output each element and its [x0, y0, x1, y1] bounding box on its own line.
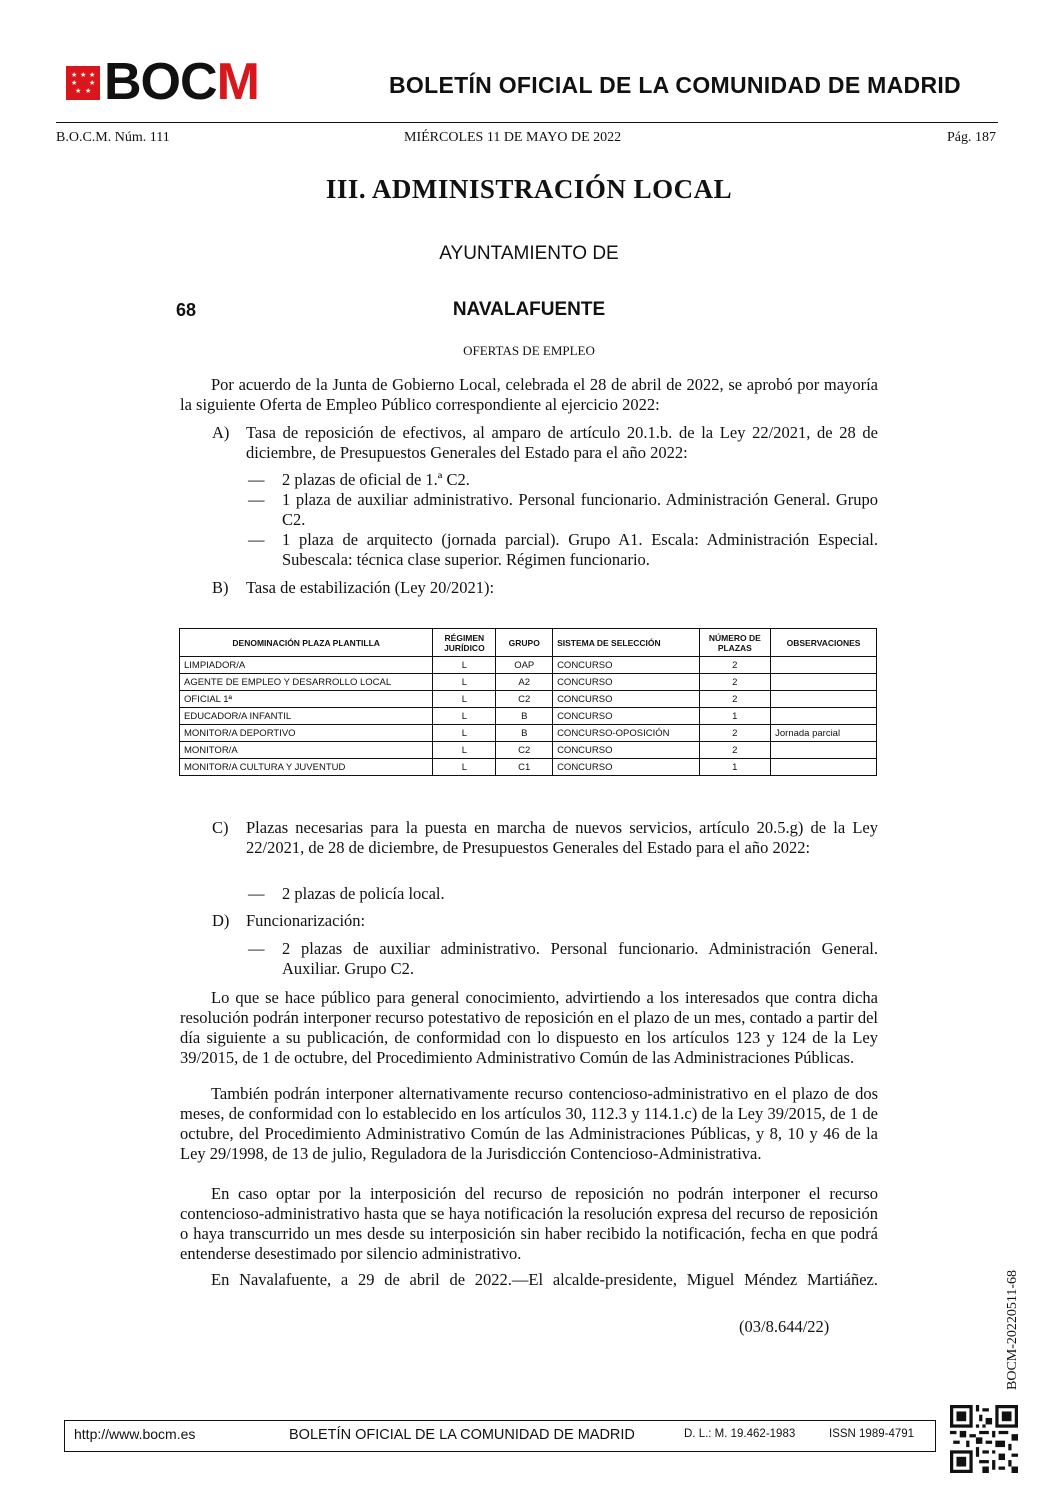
header-divider: [56, 122, 998, 123]
table-cell: CONCURSO: [553, 742, 699, 759]
list-text-b: Tasa de estabilización (Ley 20/2021):: [246, 578, 495, 597]
table-row: [180, 674, 877, 691]
list-text-d: Funcionarización:: [246, 911, 366, 930]
table-cell: CONCURSO: [553, 708, 699, 725]
reference-code: (03/8.644/22): [739, 1317, 830, 1336]
column-header: GRUPO: [496, 629, 553, 657]
page-number: Pág. 187: [947, 130, 996, 145]
issue-date: MIÉRCOLES 11 DE MAYO DE 2022: [404, 130, 622, 145]
qr-code-icon: [950, 1405, 1018, 1473]
table-row: [180, 759, 877, 776]
dash: —: [248, 470, 265, 489]
table-cell: [771, 708, 877, 725]
table-cell: LIMPIADOR/A: [180, 657, 433, 674]
star-icon: ★: [89, 71, 96, 79]
list-label-a: A): [212, 423, 230, 442]
dash: —: [248, 939, 265, 958]
footer-legal-deposit: D. L.: M. 19.462-1983: [684, 1428, 796, 1440]
star-icon: ★: [75, 87, 82, 95]
column-header: DENOMINACIÓN PLAZA PLANTILLA: [180, 629, 433, 657]
table-row: [180, 691, 877, 708]
table-cell: L: [433, 657, 496, 674]
bocm-logo: BOCM: [104, 53, 259, 111]
table-row: [180, 725, 877, 742]
table-row: [180, 708, 877, 725]
table-cell: C2: [496, 691, 553, 708]
table-cell: AGENTE DE EMPLEO Y DESARROLLO LOCAL: [180, 674, 433, 691]
table-cell: [771, 674, 877, 691]
list-label-c: C): [212, 818, 229, 837]
table-cell: MONITOR/A: [180, 742, 433, 759]
table-cell: OAP: [496, 657, 553, 674]
table-cell: Jornada parcial: [771, 725, 877, 742]
column-header: RÉGIMEN JURÍDICO: [433, 629, 496, 657]
table-cell: CONCURSO: [553, 759, 699, 776]
table-cell: CONCURSO-OPOSICIÓN: [553, 725, 699, 742]
list-text-a: Tasa de reposición de efectivos, al amparo de artículo 20.1.b. de la Ley 22/2021, de 28 de diciembre, de Presupuestos Generales del Estado para el año 2022:: [246, 423, 878, 462]
table-cell: B: [496, 708, 553, 725]
table-cell: L: [433, 742, 496, 759]
table-cell: C2: [496, 742, 553, 759]
list-text-c: Plazas necesarias para la puesta en marcha de nuevos servicios, artículo 20.5.g) de la Ley 22/2021, de 28 de diciembre, de Presupuestos Generales del Estado para el año 2022:: [246, 818, 878, 857]
table-cell: L: [433, 708, 496, 725]
table-cell: 1: [699, 708, 771, 725]
table-cell: CONCURSO: [553, 691, 699, 708]
table-cell: L: [433, 725, 496, 742]
list-item-d1: 2 plazas de auxiliar administrativo. Personal funcionario. Administración General. Auxiliar. Grupo C2.: [282, 939, 878, 978]
table-cell: CONCURSO: [553, 657, 699, 674]
paragraph-recurso-reposicion: Lo que se hace público para general conocimiento, advirtiendo a los interesados que contra dicha resolución podrán interponer recurso potestativo de reposición en el plazo de un mes, contado a partir del día siguiente a su publicación, de conformidad con lo dispuesto en los artículos 123 y 124 de la Ley 39/2015, de 1 de octubre, del Procedimiento Administrativo Común de las Administraciones Públicas.: [180, 988, 878, 1067]
table-cell: [771, 657, 877, 674]
list-item-a1: 2 plazas de oficial de 1.ª C2.: [282, 470, 470, 489]
star-icon: ★: [80, 71, 87, 79]
intro-paragraph: Por acuerdo de la Junta de Gobierno Local, celebrada el 28 de abril de 2022, se aprobó por mayoría la siguiente Oferta de Empleo Público correspondiente al ejercicio 2022:: [180, 375, 878, 414]
table-row: [180, 742, 877, 759]
column-header: OBSERVACIONES: [771, 629, 877, 657]
table-cell: [771, 742, 877, 759]
table-cell: B: [496, 725, 553, 742]
employment-table: [179, 628, 877, 776]
column-header: NÚMERO DE PLAZAS: [699, 629, 771, 657]
table-cell: CONCURSO: [553, 674, 699, 691]
dash: —: [248, 530, 265, 549]
list-item-a2: 1 plaza de auxiliar administrativo. Personal funcionario. Administración General. Grupo C2.: [282, 490, 878, 529]
list-label-d: D): [212, 911, 230, 930]
paragraph-interposicion: En caso optar por la interposición del recurso de reposición no podrán interponer el recurso contencioso-administrativo hasta que se haya notificación la resolución expresa del recurso de reposición o haya transcurrido un mes desde su interposición sin haber recibido la notificación, fecha en que podrá entenderse desestimado por silencio administrativo.: [180, 1184, 878, 1263]
dash: —: [248, 884, 265, 903]
footer-url-link[interactable]: http://www.bocm.es: [74, 1426, 196, 1442]
issue-number: B.O.C.M. Núm. 111: [56, 130, 170, 145]
column-header: SISTEMA DE SELECCIÓN: [553, 629, 699, 657]
table-cell: A2: [496, 674, 553, 691]
ayuntamiento-heading: AYUNTAMIENTO DE: [439, 243, 619, 264]
table-row: [180, 657, 877, 674]
table-cell: [771, 759, 877, 776]
table-cell: EDUCADOR/A INFANTIL: [180, 708, 433, 725]
table-cell: L: [433, 674, 496, 691]
table-cell: C1: [496, 759, 553, 776]
star-icon: ★: [71, 79, 78, 87]
table-cell: 2: [699, 742, 771, 759]
subheading: OFERTAS DE EMPLEO: [463, 343, 595, 358]
table-cell: 1: [699, 759, 771, 776]
table-cell: 2: [699, 691, 771, 708]
section-title: III. ADMINISTRACIÓN LOCAL: [325, 174, 733, 204]
star-icon: ★: [89, 79, 96, 87]
star-icon: ★: [71, 71, 78, 79]
table-header-row: [180, 629, 877, 657]
town-heading: NAVALAFUENTE: [452, 299, 606, 320]
table-cell: 2: [699, 657, 771, 674]
signature-line: En Navalafuente, a 29 de abril de 2022.—El alcalde-presidente, Miguel Méndez Martiáñez.: [211, 1270, 878, 1289]
table-cell: [771, 691, 877, 708]
table-cell: L: [433, 691, 496, 708]
paragraph-contencioso: También podrán interponer alternativamente recurso contencioso-administrativo en el plazo de dos meses, de conformidad con lo establecido en los artículos 30, 112.3 y 114.1.c) de la Ley 39/2015, de 1 de octubre, del Procedimiento Administrativo Común de las Administraciones Públicas, y 8, 10 y 46 de la Ley 29/1998, de 13 de julio, Reguladora de la Jurisdicción Contencioso-Administrativa.: [180, 1084, 878, 1163]
footer-title: BOLETÍN OFICIAL DE LA COMUNIDAD DE MADRID: [289, 1427, 635, 1443]
star-icon: ★: [85, 87, 92, 95]
madrid-flag-logo: [66, 66, 100, 100]
header-title: BOLETÍN OFICIAL DE LA COMUNIDAD DE MADRID: [389, 72, 961, 98]
table-cell: 2: [699, 725, 771, 742]
table-cell: 2: [699, 674, 771, 691]
table-cell: OFICIAL 1ª: [180, 691, 433, 708]
list-item-c1: 2 plazas de policía local.: [282, 884, 445, 903]
footer-issn: ISSN 1989-4791: [829, 1428, 915, 1440]
list-item-a3: 1 plaza de arquitecto (jornada parcial). Grupo A1. Escala: Administración Especial. Subescala: técnica clase superior. Régimen funcionario.: [282, 530, 878, 569]
table-cell: MONITOR/A CULTURA Y JUVENTUD: [180, 759, 433, 776]
table-cell: L: [433, 759, 496, 776]
document-code: BOCM-20220511-68: [1005, 1269, 1020, 1390]
announcement-number: 68: [176, 300, 197, 320]
table-cell: MONITOR/A DEPORTIVO: [180, 725, 433, 742]
dash: —: [248, 490, 265, 509]
list-label-b: B): [212, 578, 229, 597]
